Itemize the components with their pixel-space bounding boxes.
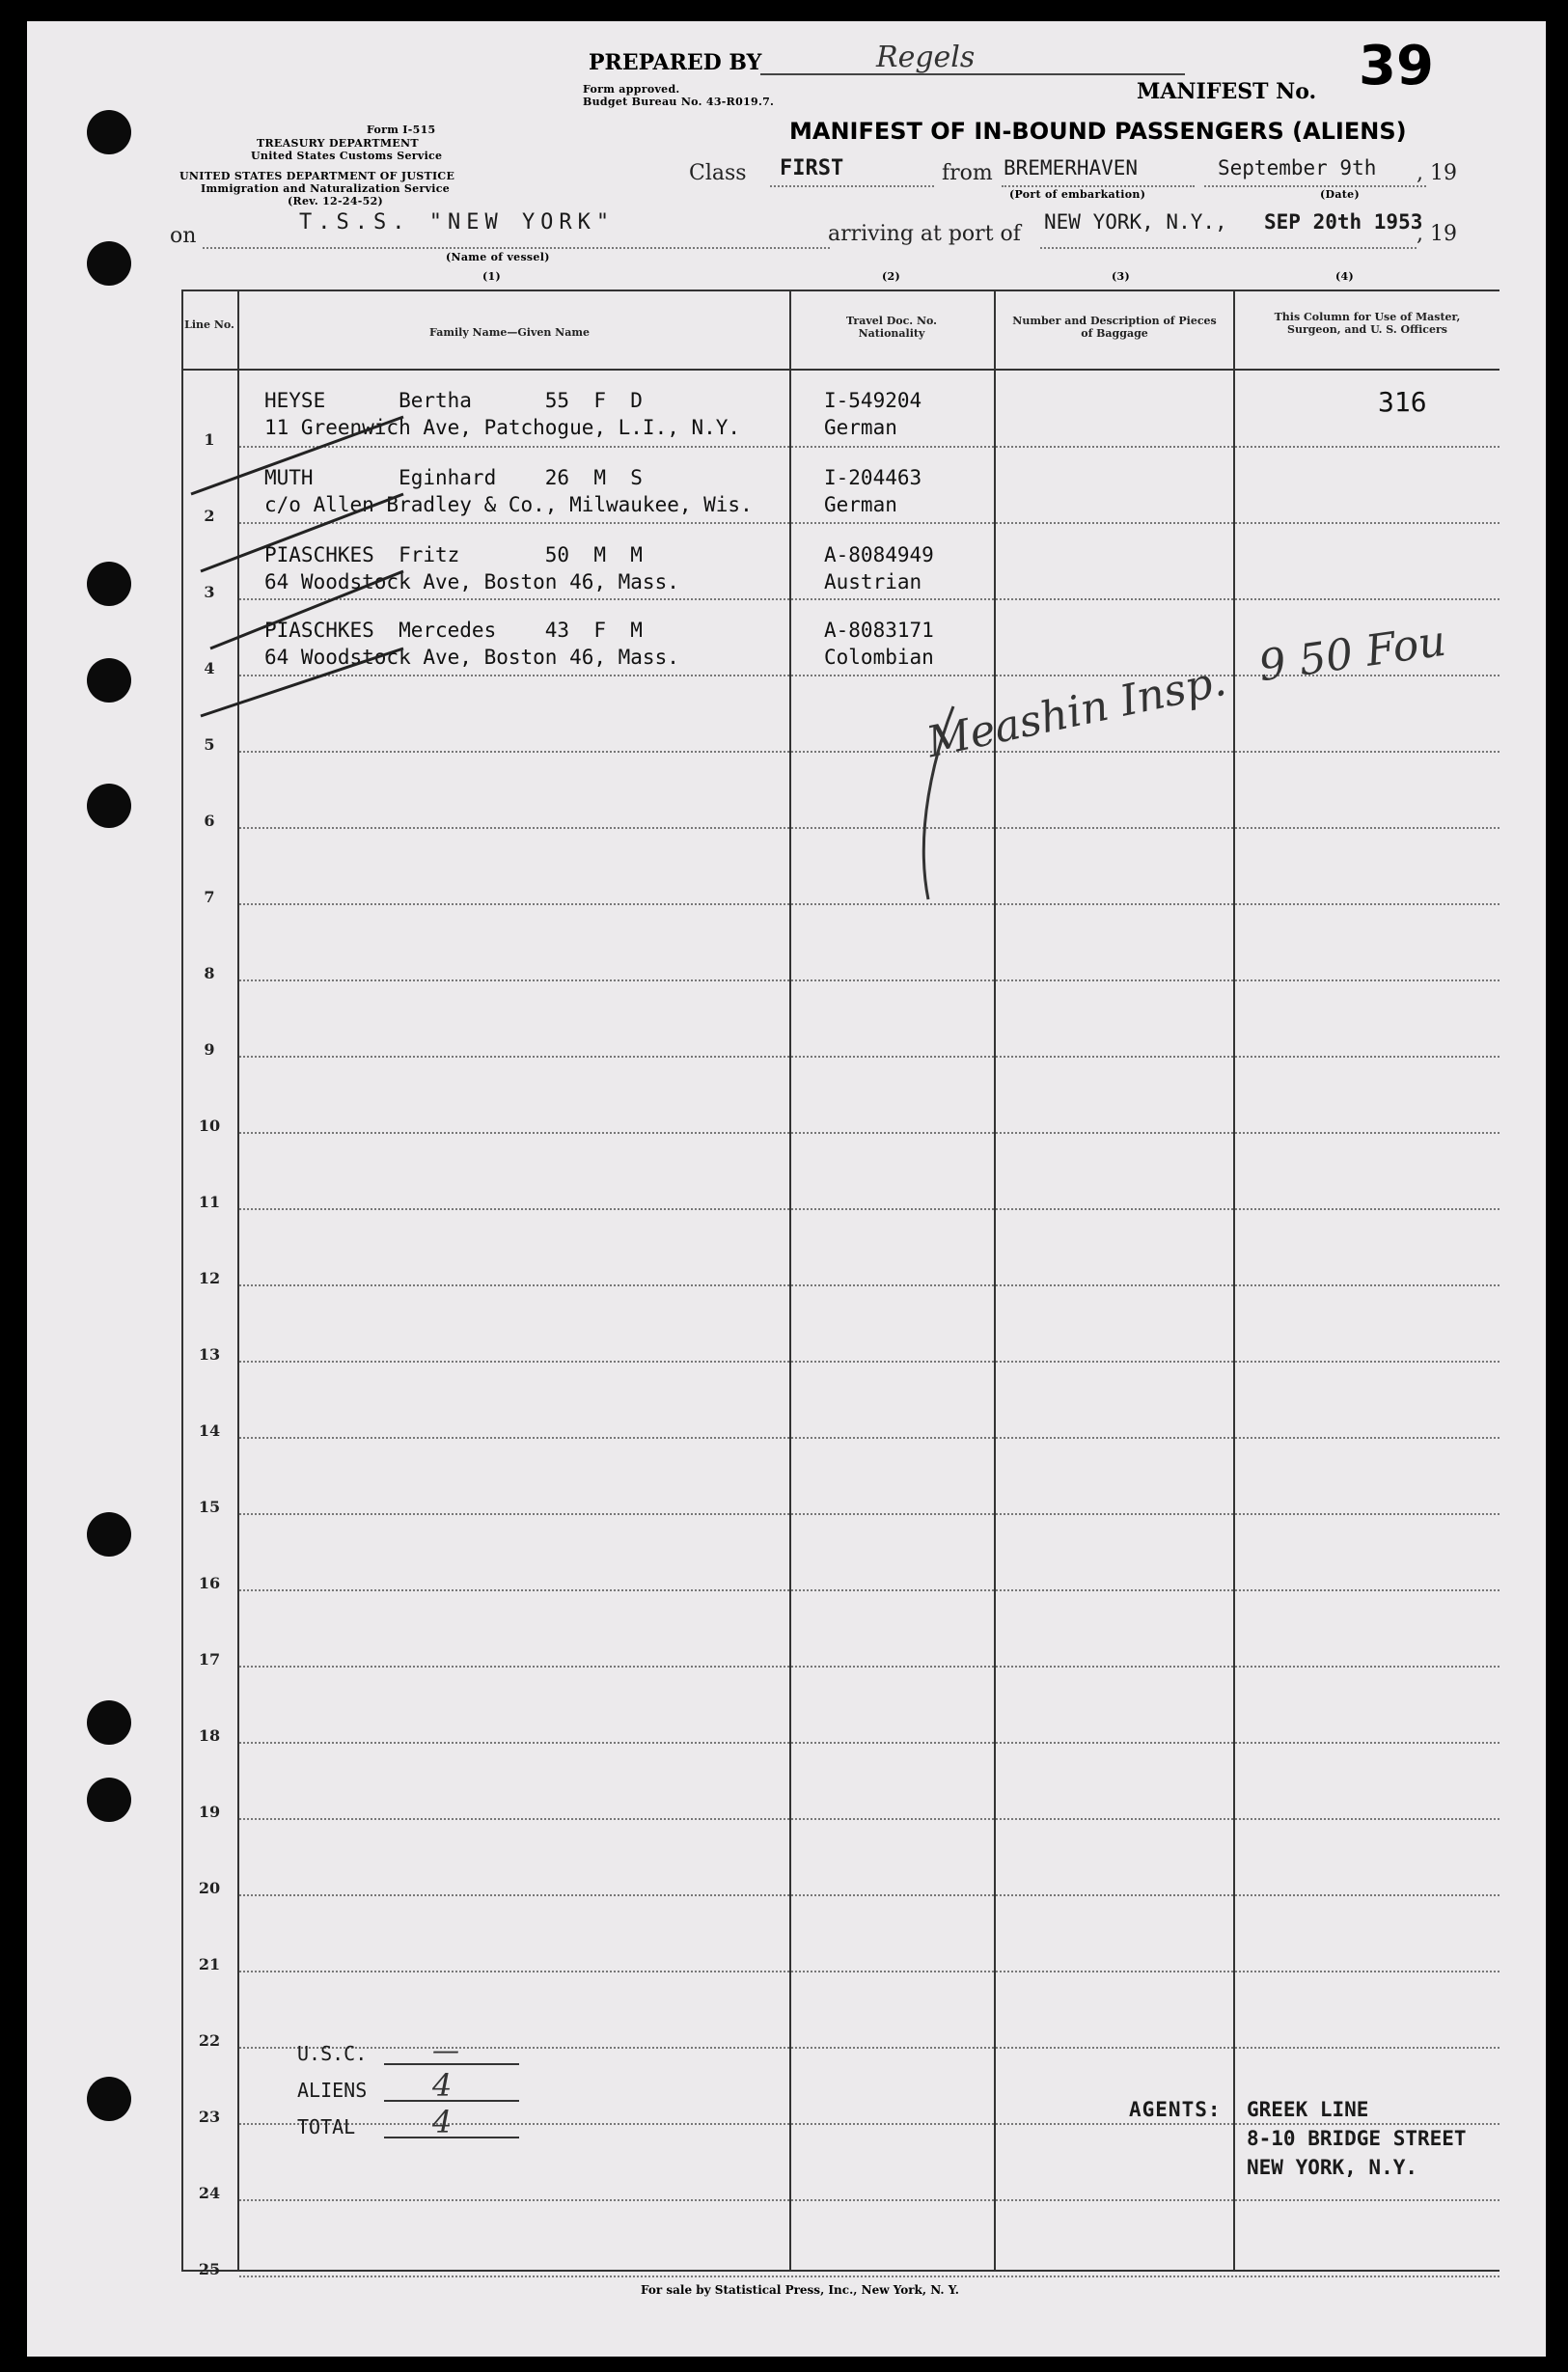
row-separator [239, 2123, 1499, 2125]
treasury-dept: TREASURY DEPARTMENT [257, 137, 419, 150]
header-baggage: Number and Description of Pieces of Baggage [1012, 315, 1217, 340]
row-separator [239, 751, 1499, 753]
header-travel: Travel Doc. No. Nationality [846, 315, 937, 340]
ins-service: Immigration and Naturalization Service [201, 182, 451, 195]
entry-1-doc: I-549204 [824, 389, 922, 412]
row-separator [239, 1971, 1499, 1972]
binder-hole [87, 1778, 131, 1822]
line-number: 2 [204, 507, 215, 525]
handwritten-note: 9 50 Fou [1255, 616, 1449, 692]
table-bottom-rule [181, 2270, 1499, 2272]
line-number: 8 [204, 964, 215, 982]
row-separator [239, 2047, 1499, 2049]
col-number-1: (1) [482, 270, 501, 283]
form-number: Form I-515 [367, 124, 436, 136]
row-separator [239, 1818, 1499, 1820]
signature-stroke [895, 697, 1011, 909]
col-number-3: (3) [1112, 270, 1130, 283]
entry-1-name: HEYSE Bertha 55 F D [264, 389, 643, 412]
entry-1-address: 11 Greenwich Ave, Patchogue, L.I., N.Y. [264, 416, 741, 439]
on-label: on [170, 224, 197, 248]
row-separator [239, 598, 1499, 600]
total-label: TOTAL [297, 2115, 356, 2138]
entry-1-note: 316 [1378, 386, 1427, 418]
header-line-no: Line No. [184, 318, 234, 331]
row-separator [239, 1666, 1499, 1668]
row-separator [239, 1437, 1499, 1439]
binder-hole [87, 784, 131, 828]
manifest-title: MANIFEST OF IN-BOUND PASSENGERS (ALIENS) [789, 118, 1407, 145]
binder-hole [87, 562, 131, 606]
year-label: , 19 [1417, 161, 1457, 185]
row-separator [239, 827, 1499, 829]
inspector-signature: Meashin Insp. [922, 655, 1230, 768]
line-number: 5 [204, 735, 215, 754]
prepared-signature: Regels [876, 41, 976, 74]
header-bottom-rule [181, 369, 1499, 371]
manifest-number: 39 [1359, 35, 1434, 97]
binder-hole [87, 1700, 131, 1745]
entry-2-address: c/o Allen Bradley & Co., Milwaukee, Wis. [264, 493, 753, 516]
row-separator [239, 2199, 1499, 2201]
line-number: 6 [204, 812, 215, 830]
vessel-name: T.S.S. "NEW YORK" [299, 210, 616, 234]
line-number: 22 [198, 2031, 221, 2050]
departure-date: September 9th [1218, 156, 1377, 179]
budget-bureau: Budget Bureau No. 43-R019.7. [583, 96, 775, 108]
line-number: 19 [198, 1803, 221, 1821]
row-separator [239, 1742, 1499, 1744]
manifest-page [27, 21, 1546, 2357]
entry-4-nationality: Colombian [824, 646, 934, 669]
class-label: Class [689, 161, 747, 185]
row-separator [239, 903, 1499, 905]
line-number: 21 [198, 1955, 221, 1973]
row-separator [239, 1056, 1499, 1058]
col-number-4: (4) [1335, 270, 1354, 283]
line-number: 20 [198, 1879, 221, 1897]
row-separator [239, 1894, 1499, 1896]
form-approved: Form approved. [583, 83, 680, 96]
entry-4-doc: A-8083171 [824, 619, 934, 642]
year-label-2: , 19 [1417, 222, 1457, 246]
line-number: 9 [204, 1040, 215, 1059]
printer-footer: For sale by Statistical Press, Inc., New York, N. Y. [641, 2283, 959, 2297]
agents-line-2: 8-10 BRIDGE STREET [1247, 2127, 1467, 2150]
entry-1-nationality: German [824, 416, 897, 439]
arriving-label: arriving at port of [828, 222, 1021, 246]
class-value: FIRST [780, 156, 844, 180]
entry-3-address: 64 Woodstock Ave, Boston 46, Mass. [264, 570, 679, 593]
entry-2-name: MUTH Eginhard 26 M S [264, 466, 643, 489]
line-number: 25 [198, 2260, 221, 2278]
revision: (Rev. 12-24-52) [288, 195, 384, 207]
agents-line-3: NEW YORK, N.Y. [1247, 2156, 1418, 2179]
entry-3-nationality: Austrian [824, 570, 922, 593]
row-separator [239, 1284, 1499, 1286]
aliens-value: 4 [432, 2067, 453, 2104]
arrival-date: SEP 20th 1953 [1264, 210, 1423, 234]
vessel-note: (Name of vessel) [446, 251, 550, 263]
line-number: 18 [198, 1726, 221, 1745]
row-separator [239, 1589, 1499, 1591]
row-separator [239, 1132, 1499, 1134]
from-label: from [942, 161, 993, 185]
usc-value: — [432, 2034, 459, 2066]
entry-4-address: 64 Woodstock Ave, Boston 46, Mass. [264, 646, 679, 669]
row-separator [239, 979, 1499, 981]
col-number-2: (2) [882, 270, 900, 283]
line-number: 17 [198, 1650, 221, 1669]
row-separator [239, 1361, 1499, 1363]
row-separator [239, 446, 1499, 448]
line-number: 23 [198, 2108, 221, 2126]
line-number: 24 [198, 2184, 221, 2202]
prepared-label: PREPARED BY [589, 50, 762, 75]
line-number: 11 [198, 1193, 221, 1211]
row-separator [239, 1513, 1499, 1515]
line-number: 13 [198, 1345, 221, 1364]
entry-3-name: PIASCHKES Fritz 50 M M [264, 543, 643, 566]
row-separator [239, 2275, 1499, 2277]
binder-hole [87, 110, 131, 154]
line-number: 15 [198, 1498, 221, 1516]
arrival-port: NEW YORK, N.Y., [1044, 210, 1227, 234]
check-marks [172, 388, 423, 735]
binder-hole [87, 2077, 131, 2121]
row-separator [239, 522, 1499, 524]
header-name: Family Name—Given Name [429, 326, 590, 339]
line-number: 7 [204, 888, 215, 906]
line-number: 1 [204, 430, 215, 449]
binder-hole [87, 1512, 131, 1557]
header-officers: This Column for Use of Master, Surgeon, and U. S. Officers [1274, 311, 1461, 336]
line-number: 3 [204, 583, 215, 601]
entry-2-doc: I-204463 [824, 466, 922, 489]
entry-4-name: PIASCHKES Mercedes 43 F M [264, 619, 643, 642]
line-number: 10 [198, 1117, 221, 1135]
agents-label: AGENTS: [1129, 2098, 1222, 2121]
line-number: 4 [204, 659, 215, 677]
port-note: (Port of embarkation) [1009, 188, 1146, 201]
aliens-label: ALIENS [297, 2079, 368, 2102]
line-number: 12 [198, 1269, 221, 1287]
binder-hole [87, 658, 131, 703]
line-number: 16 [198, 1574, 221, 1592]
justice-dept: UNITED STATES DEPARTMENT OF JUSTICE [179, 170, 455, 182]
row-separator [239, 1208, 1499, 1210]
entry-3-doc: A-8084949 [824, 543, 934, 566]
manifest-label: MANIFEST No. [1137, 79, 1317, 104]
binder-hole [87, 241, 131, 286]
line-number: 14 [198, 1421, 221, 1440]
usc-label: U.S.C. [297, 2042, 368, 2065]
total-value: 4 [432, 2104, 453, 2140]
customs-service: United States Customs Service [251, 150, 443, 162]
entry-2-nationality: German [824, 493, 897, 516]
from-port: BREMERHAVEN [1004, 156, 1139, 179]
table-top-rule [181, 290, 1499, 291]
date-note: (Date) [1320, 188, 1360, 201]
agents-line-1: GREEK LINE [1247, 2098, 1369, 2121]
